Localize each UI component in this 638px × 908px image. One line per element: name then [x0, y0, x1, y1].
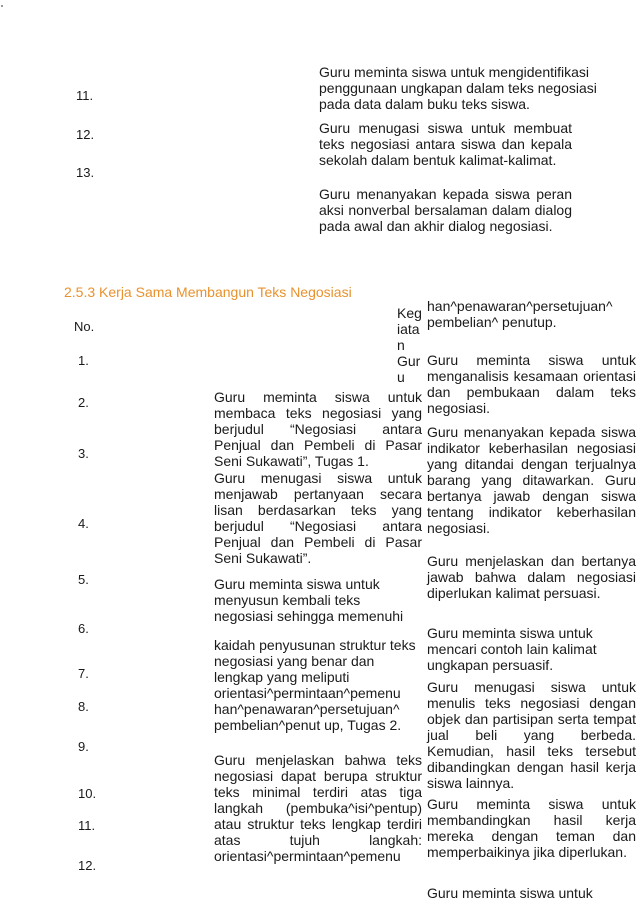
table-number-11: 11. [78, 818, 96, 833]
top-number-13: 13. [76, 165, 95, 180]
kegiatan-guru-header: Keg iata n Gur u [397, 305, 426, 385]
corner-dot [1, 5, 3, 7]
right-paragraph-8: Guru meminta siswa untuk [427, 885, 593, 901]
table-number-8: 8. [78, 699, 89, 714]
table-number-7: 7. [78, 666, 89, 681]
right-paragraph-1: han^penawaran^persetujuan^ pembelian^ penutup. [427, 298, 613, 330]
top-paragraph-3: Guru menanyakan kepada siswa peran aksi nonverbal bersalaman dalam dialog pada awal dan akhir dialog negosiasi. [319, 186, 572, 234]
right-paragraph-7: Guru meminta siswa untuk membandingkan hasil kerja mereka dengan teman dan memperbaikinya jika diperlukan. [427, 796, 636, 860]
table-number-5: 5. [78, 572, 89, 587]
table-number-9: 9. [78, 739, 89, 754]
table-number-2: 2. [78, 395, 89, 410]
right-paragraph-2: Guru meminta siswa untuk menganalisis kesamaan orientasi dan pembukaan dalam teks negosiasi. [427, 352, 636, 416]
top-paragraph-1: Guru meminta siswa untuk mengidentifikasi penggunaan ungkapan dalam teks negosiasi pada data dalam buku teks siswa. [319, 64, 597, 112]
middle-paragraph-3: Guru meminta siswa untuk menyusun kembali teks negosiasi sehingga memenuhi [214, 576, 404, 624]
table-number-12: 12. [78, 858, 97, 873]
section-heading: 2.5.3 Kerja Sama Membangun Teks Negosiasi [64, 284, 352, 300]
table-number-10: 10. [78, 786, 97, 801]
right-paragraph-3: Guru menanyakan kepada siswa indikator keberhasilan negosiasi yang ditandai dengan terjualnya barang yang ditawarkan. Guru bertanya jawab dengan siswa tentang indikator keberhasilan negosiasi. [427, 424, 636, 536]
middle-paragraph-1: Guru meminta siswa untuk membaca teks negosiasi yang berjudul “Negosiasi antara Penjual dan Pembeli di Pasar Seni Sukawati”, Tugas 1. [214, 389, 422, 469]
top-paragraph-2: Guru menugasi siswa untuk membuat teks negosiasi antara siswa dan kepala sekolah dalam bentuk kalimat-kalimat. [319, 120, 572, 168]
right-paragraph-6: Guru menugasi siswa untuk menulis teks negosiasi dengan objek dan partisipan serta tempat jual beli yang berbeda. Kemudian, hasil teks tersebut dibandingkan dengan hasil kerja siswa lainnya. [427, 679, 636, 791]
middle-paragraph-5: Guru menjelaskan bahwa teks negosiasi dapat berupa struktur teks minimal terdiri atas tiga langkah (pembuka^isi^pentup) atau struktur teks lengkap terdiri atas tujuh langkah: orientasi^permintaan^pemenu [214, 752, 422, 864]
table-number-4: 4. [78, 516, 89, 531]
table-number-6: 6. [78, 621, 89, 636]
table-number-1: 1. [78, 353, 89, 368]
top-number-12: 12. [76, 127, 95, 142]
middle-paragraph-2: Guru menugasi siswa untuk menjawab pertanyaan secara lisan berdasarkan teks yang berjudul “Negosiasi antara Penjual dan Pembeli di Pasar Seni Sukawati”. [214, 470, 422, 566]
right-paragraph-4: Guru menjelaskan dan bertanya jawab bahwa dalam negosiasi diperlukan kalimat persuasi. [427, 553, 636, 601]
table-header-no: No. [74, 319, 95, 334]
top-number-11: 11. [76, 88, 94, 103]
table-number-3: 3. [78, 446, 89, 461]
middle-paragraph-4: kaidah penyusunan struktur teks negosiasi yang benar dan lengkap yang meliputi orientasi^permintaan^pemenu han^penawaran^persetujuan^ pembelian^penut up, Tugas 2. [214, 637, 416, 733]
right-paragraph-5: Guru meminta siswa untuk mencari contoh lain kalimat ungkapan persuasif. [427, 625, 597, 673]
